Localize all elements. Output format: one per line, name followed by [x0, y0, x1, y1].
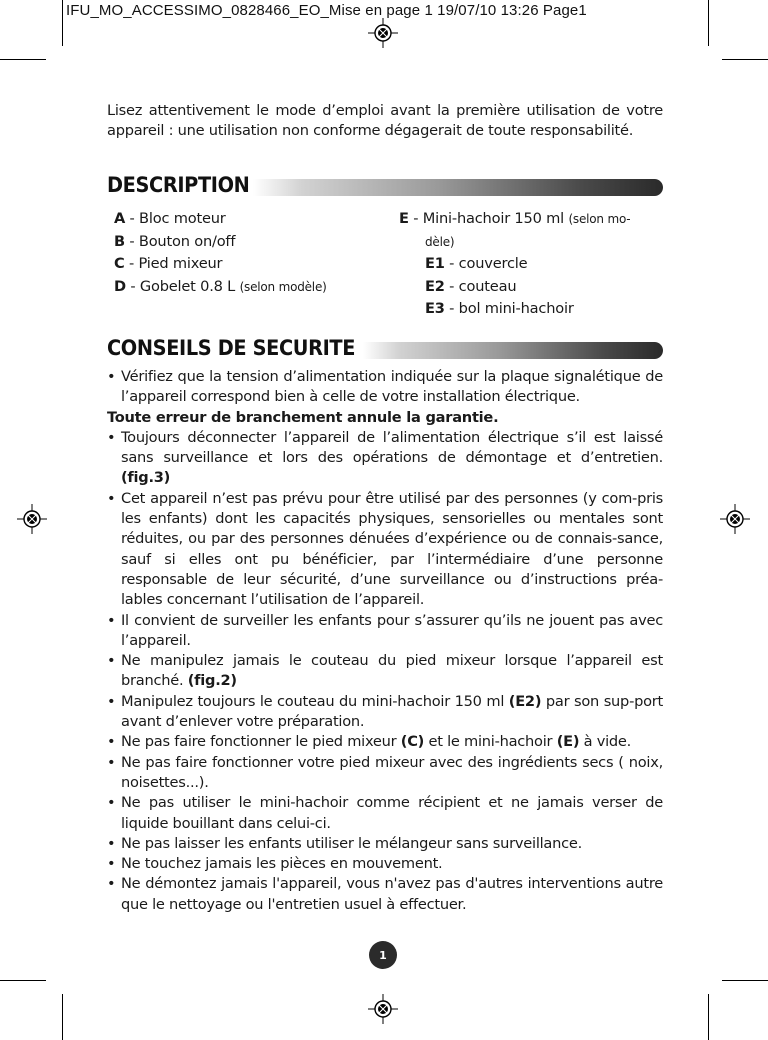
- safety-heading: [107, 336, 663, 364]
- registration-mark-icon: [368, 994, 398, 1024]
- bullet: •: [107, 794, 116, 812]
- item-key: A: [114, 210, 126, 227]
- item-key: B: [114, 232, 125, 250]
- description-right-column: [399, 208, 630, 321]
- bullet: •: [107, 652, 116, 670]
- part-reference: (C): [400, 733, 425, 751]
- item-text: - Pied mixeur: [124, 255, 223, 272]
- item-text: Ne démontez jamais l'appareil, vous n'avez pas d'autres interventions autre que le nettoyage ou l'entretien usuel à effectuer.: [121, 875, 663, 913]
- crop-mark: [722, 980, 768, 981]
- safety-title: CONSEILS DE SECURITE: [107, 336, 356, 360]
- item-text: Manipulez toujours le couteau du mini-hachoir 150 ml: [121, 692, 509, 710]
- registration-mark-icon: [17, 504, 47, 534]
- figure-reference: (fig.2): [187, 672, 237, 690]
- bullet: •: [107, 733, 116, 751]
- safety-item: [107, 793, 663, 834]
- registration-mark-icon: [720, 504, 750, 534]
- item-text: Toujours déconnecter l’appareil de l’alimentation électrique s’il est laissé sans surveillance et lors des opérations de démontage et d’entretien.: [121, 428, 663, 467]
- description-left-column: [114, 208, 327, 298]
- description-item: [114, 253, 327, 276]
- description-subitem: [399, 276, 630, 299]
- crop-mark: [0, 59, 46, 60]
- crop-mark: [0, 980, 46, 981]
- item-text: Ne pas faire fonctionner votre pied mixeur avec des ingrédients secs ( noix, noisettes...).: [121, 753, 663, 791]
- bullet: •: [107, 753, 116, 771]
- description-item: [114, 208, 327, 231]
- bullet: •: [107, 428, 116, 446]
- warranty-warning: [107, 408, 663, 428]
- bullet: •: [107, 692, 116, 710]
- bullet: •: [107, 855, 116, 873]
- safety-item: [107, 367, 663, 408]
- crop-mark: [62, 994, 63, 1040]
- description-item: [399, 208, 630, 231]
- item-text: Cet appareil n’est pas prévu pour être utilisé par des personnes (y com-pris les enfants) dont les capacités physiques, sensorielles ou mentales sont réduites, ou par des personnes dénuées d’expérience ou de connais-sance, sauf si elles ont pu bénéficier, par l’intermédiaire d’une personne responsable de leur sécurité, d’une surveillance ou d’instructions préa-lables concernant l’utilisation de l’appareil.: [121, 489, 663, 609]
- safety-item: [107, 692, 663, 733]
- item-key: C: [114, 255, 125, 272]
- item-text: Ne manipulez jamais le couteau du pied mixeur lorsque l’appareil est branché.: [121, 652, 663, 690]
- description-subitem: [399, 253, 630, 276]
- bullet: •: [107, 489, 116, 507]
- item-text: Vérifiez que la tension d’alimentation indiquée sur la plaque signalétique de l’appareil correspond bien à celle de votre installation électrique.: [121, 368, 663, 406]
- bullet: •: [107, 834, 116, 852]
- item-text: et le mini-hachoir: [424, 733, 557, 751]
- heading-gradient-bar: [363, 342, 663, 359]
- description-title: DESCRIPTION: [107, 173, 250, 197]
- crop-mark: [62, 0, 63, 46]
- item-note: dèle): [425, 234, 455, 249]
- item-text: - Gobelet 0.8 L: [125, 277, 240, 295]
- description-item: [114, 231, 327, 254]
- item-key: E2: [425, 277, 445, 295]
- item-text: - Bouton on/off: [124, 232, 236, 250]
- item-text: Ne pas utiliser le mini-hachoir comme récipient et ne jamais verser de liquide bouillant dans celui-ci.: [121, 794, 663, 832]
- item-text: - Mini-hachoir 150 ml: [408, 210, 569, 227]
- description-subitem: [399, 298, 630, 321]
- item-note: (selon modèle): [239, 279, 327, 294]
- item-key: E3: [425, 300, 445, 317]
- description-item: [114, 276, 327, 299]
- crop-mark: [708, 0, 709, 46]
- item-text: Ne touchez jamais les pièces en mouvement.: [121, 855, 443, 873]
- part-reference: (E2): [508, 692, 542, 710]
- item-text: - couteau: [444, 277, 517, 295]
- safety-item: [107, 651, 663, 692]
- item-text: Ne pas faire fonctionner le pied mixeur: [121, 733, 401, 751]
- safety-item: [107, 489, 663, 611]
- safety-item: [107, 428, 663, 489]
- warning-text: Toute erreur de branchement annule la garantie.: [107, 408, 499, 426]
- item-text: - Bloc moteur: [125, 210, 226, 227]
- print-slug: IFU_MO_ACCESSIMO_0828466_EO_Mise en page 1 19/07/10 13:26 Page1: [66, 2, 587, 19]
- item-text: - couvercle: [444, 255, 528, 272]
- intro-paragraph: Lisez attentivement le mode d’emploi avant la première utilisation de votre appareil : une utilisation non conforme dégagerait de toute responsabilité.: [107, 102, 663, 139]
- crop-mark: [722, 59, 768, 60]
- bullet: •: [107, 875, 116, 893]
- item-text: à vide.: [579, 733, 632, 751]
- description-heading: [107, 173, 663, 201]
- safety-item: [107, 834, 663, 854]
- heading-gradient-bar: [253, 179, 663, 196]
- registration-mark-icon: [368, 18, 398, 48]
- figure-reference: (fig.3): [121, 469, 171, 487]
- item-text: - bol mini-hachoir: [444, 300, 574, 317]
- item-text: Il convient de surveiller les enfants pour s’assurer qu’ils ne jouent pas avec l’appareil.: [121, 611, 663, 649]
- item-note: (selon mo-: [568, 212, 631, 226]
- safety-list: [107, 367, 663, 915]
- safety-item: [107, 611, 663, 652]
- safety-item: [107, 854, 663, 874]
- item-text: Ne pas laisser les enfants utiliser le mélangeur sans surveillance.: [121, 834, 583, 852]
- bullet: •: [107, 368, 116, 385]
- crop-mark: [708, 994, 709, 1040]
- item-key: E1: [425, 255, 445, 272]
- safety-item: [107, 874, 663, 915]
- item-text: par son sup-port avant d’enlever votre préparation.: [121, 692, 664, 731]
- safety-item: [107, 732, 663, 752]
- item-key: E: [399, 210, 409, 227]
- part-reference: (E): [556, 733, 580, 751]
- item-key: D: [114, 277, 126, 295]
- bullet: •: [107, 611, 116, 629]
- description-item-continuation: [399, 231, 630, 254]
- safety-item: [107, 753, 663, 794]
- page-number-badge: 1: [369, 941, 397, 969]
